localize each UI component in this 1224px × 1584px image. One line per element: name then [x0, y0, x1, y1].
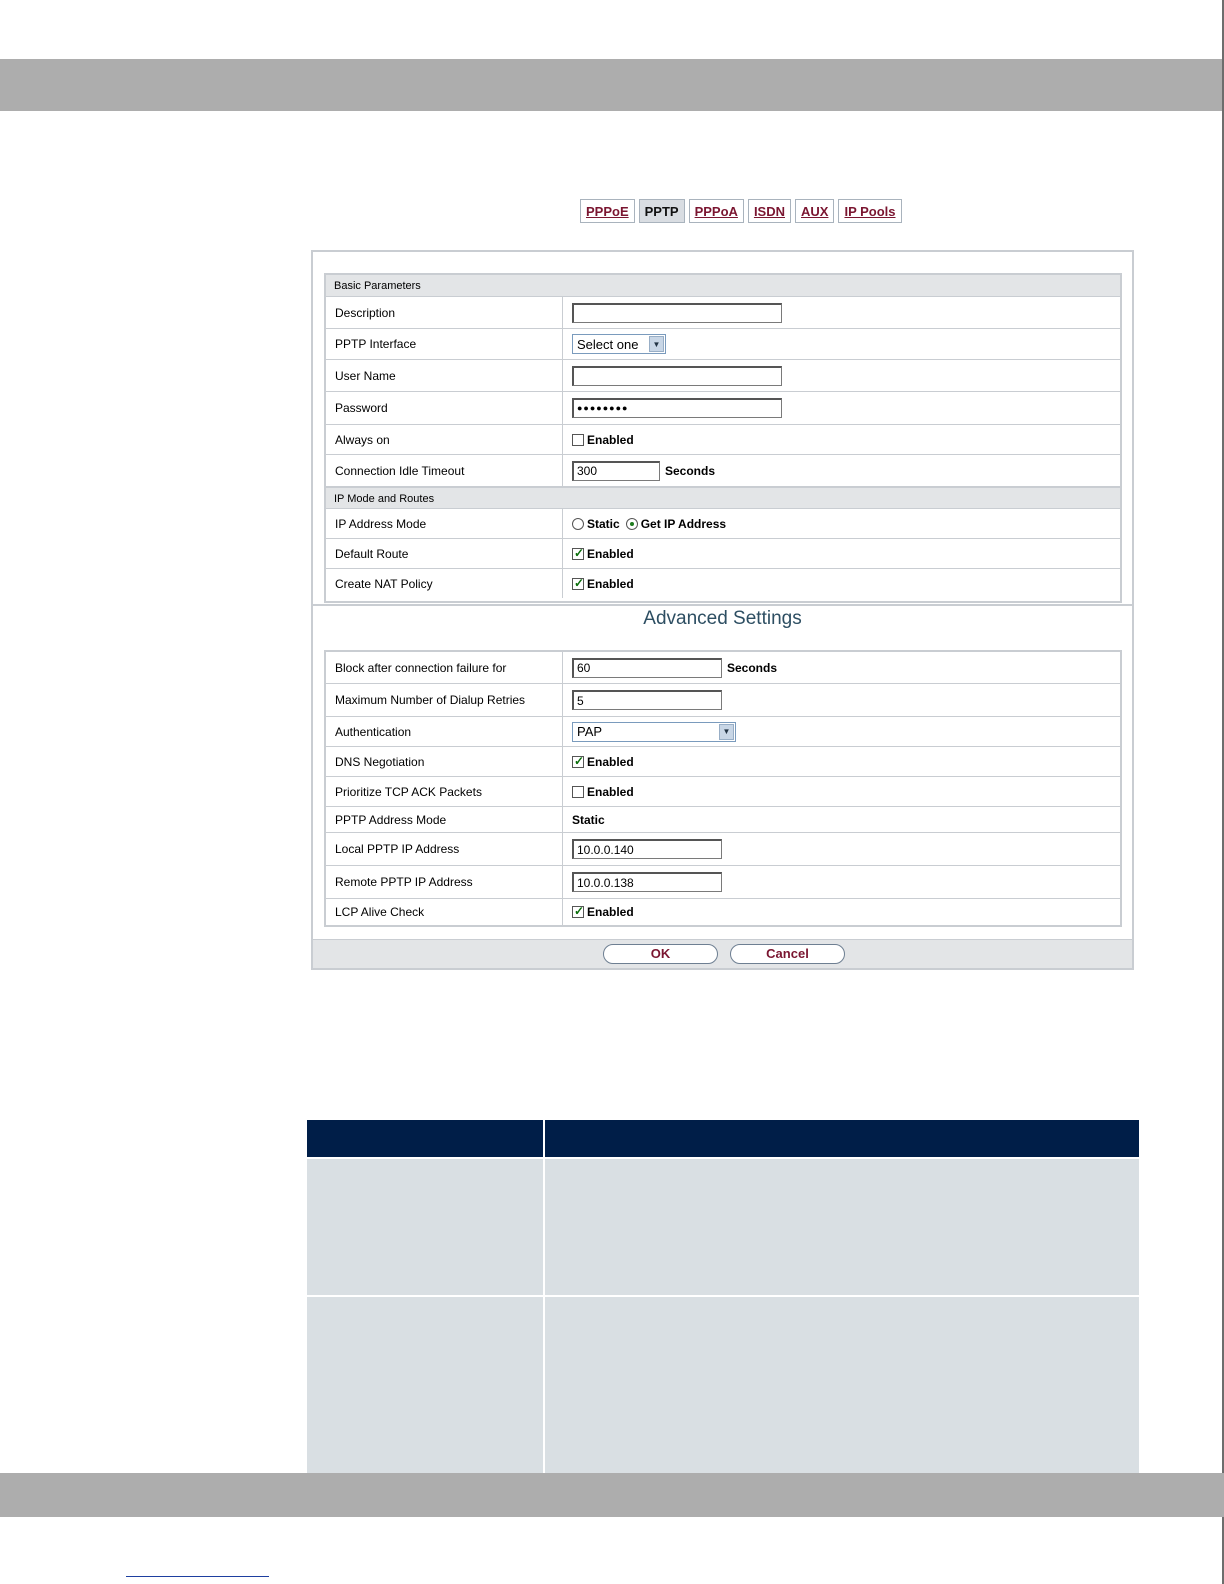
row-pptp-address-mode [326, 807, 1120, 833]
default-route-checkbox[interactable] [572, 548, 584, 560]
pptp-interface-select[interactable] [572, 334, 666, 354]
form-footer [313, 939, 1132, 968]
tab-pppoa[interactable]: PPPoA [689, 199, 744, 223]
prioritize-tcp-ack-label: Prioritize TCP ACK Packets [335, 784, 482, 799]
row-ip-address-mode [326, 509, 1120, 539]
tab-ip-pools[interactable]: IP Pools [838, 199, 901, 223]
row-always-on [326, 425, 1120, 455]
table-header-cell [545, 1120, 1139, 1157]
pptp-interface-label: PPTP Interface [335, 337, 417, 351]
row-user-name [326, 360, 1120, 392]
row-dialup-retries [326, 684, 1120, 717]
row-prioritize-tcp-ack [326, 777, 1120, 807]
row-block-after-failure [326, 652, 1120, 684]
tab-pppoe[interactable]: PPPoE [580, 199, 635, 223]
basic-parameters-header: Basic Parameters [326, 275, 1120, 297]
local-pptp-ip-input[interactable] [572, 839, 722, 859]
dns-negotiation-checkbox[interactable] [572, 756, 584, 768]
row-pptp-interface [326, 329, 1120, 360]
default-route-label: Default Route [335, 546, 409, 561]
table-row [307, 1295, 1139, 1477]
block-after-failure-unit: Seconds [727, 660, 778, 675]
basic-section [324, 273, 1122, 603]
authentication-value: PAP [577, 724, 603, 739]
tab-bar [580, 199, 902, 223]
remote-pptp-ip-input[interactable] [572, 872, 722, 892]
dns-negotiation-label: DNS Negotiation [335, 754, 425, 769]
always-on-label: Always on [335, 432, 390, 447]
row-authentication [326, 717, 1120, 747]
tab-isdn[interactable]: ISDN [748, 199, 791, 223]
ip-address-mode-label: IP Address Mode [335, 516, 427, 531]
authentication-label: Authentication [335, 724, 412, 739]
get-ip-address-radio-label: Get IP Address [640, 516, 727, 531]
create-nat-policy-enabled-label: Enabled [587, 576, 634, 591]
row-idle-timeout [326, 455, 1120, 487]
password-label: Password [335, 401, 388, 415]
password-input[interactable]: ●●●●●●●● [572, 398, 782, 418]
advanced-section [324, 650, 1122, 927]
always-on-enabled-label: Enabled [587, 432, 634, 447]
footer-band [0, 1473, 1224, 1517]
section-divider [313, 604, 1132, 606]
idle-timeout-unit: Seconds [665, 463, 716, 478]
dialup-retries-label: Maximum Number of Dialup Retries [335, 693, 526, 707]
ip-mode-header: IP Mode and Routes [326, 487, 1120, 509]
idle-timeout-label: Connection Idle Timeout [335, 463, 465, 478]
default-route-enabled-label: Enabled [587, 546, 634, 561]
table-cell [307, 1159, 545, 1295]
static-radio-label: Static [587, 516, 620, 531]
create-nat-policy-checkbox[interactable] [572, 578, 584, 590]
lcp-alive-check-enabled-label: Enabled [587, 905, 634, 919]
table-header [307, 1120, 1139, 1157]
dns-negotiation-enabled-label: Enabled [587, 754, 634, 769]
always-on-checkbox[interactable] [572, 434, 584, 446]
chevron-down-icon: ▼ [649, 336, 664, 352]
footer-link-underline [126, 1576, 269, 1577]
row-create-nat-policy [326, 569, 1120, 598]
row-lcp-alive-check [326, 899, 1120, 925]
header-band [0, 59, 1224, 111]
description-table [307, 1120, 1139, 1477]
row-password [326, 392, 1120, 425]
ok-button[interactable]: OK [603, 944, 718, 964]
create-nat-policy-label: Create NAT Policy [335, 576, 433, 591]
idle-timeout-input[interactable] [572, 461, 660, 481]
user-name-label: User Name [335, 368, 396, 383]
table-cell [545, 1159, 1139, 1295]
authentication-select[interactable] [572, 722, 736, 742]
description-label: Description [335, 305, 396, 320]
table-cell [545, 1297, 1139, 1477]
block-after-failure-input[interactable] [572, 658, 722, 678]
lcp-alive-check-checkbox[interactable] [572, 906, 584, 918]
local-pptp-ip-label: Local PPTP IP Address [335, 842, 460, 856]
chevron-down-icon: ▼ [719, 724, 734, 740]
table-cell [307, 1297, 545, 1477]
pptp-address-mode-value: Static [572, 812, 605, 827]
lcp-alive-check-label: LCP Alive Check [335, 905, 425, 919]
advanced-settings-title: Advanced Settings [643, 608, 802, 629]
block-after-failure-label: Block after connection failure for [335, 660, 507, 675]
table-header-cell [307, 1120, 545, 1157]
dialup-retries-input[interactable] [572, 690, 722, 710]
prioritize-tcp-ack-enabled-label: Enabled [587, 784, 634, 799]
row-description [326, 297, 1120, 329]
pptp-form-panel [311, 250, 1134, 970]
row-remote-pptp-ip [326, 866, 1120, 899]
remote-pptp-ip-label: Remote PPTP IP Address [335, 875, 473, 889]
pptp-interface-value: Select one [577, 336, 639, 352]
get-ip-address-radio[interactable] [626, 518, 638, 530]
prioritize-tcp-ack-checkbox[interactable] [572, 786, 584, 798]
user-name-input[interactable] [572, 366, 782, 386]
row-default-route [326, 539, 1120, 569]
table-row [307, 1157, 1139, 1295]
tab-pptp[interactable]: PPTP [639, 199, 685, 223]
row-dns-negotiation [326, 747, 1120, 777]
description-input[interactable] [572, 303, 782, 323]
static-radio[interactable] [572, 518, 584, 530]
tab-aux[interactable]: AUX [795, 199, 834, 223]
cancel-button[interactable]: Cancel [730, 944, 845, 964]
pptp-address-mode-label: PPTP Address Mode [335, 812, 447, 827]
row-local-pptp-ip [326, 833, 1120, 866]
